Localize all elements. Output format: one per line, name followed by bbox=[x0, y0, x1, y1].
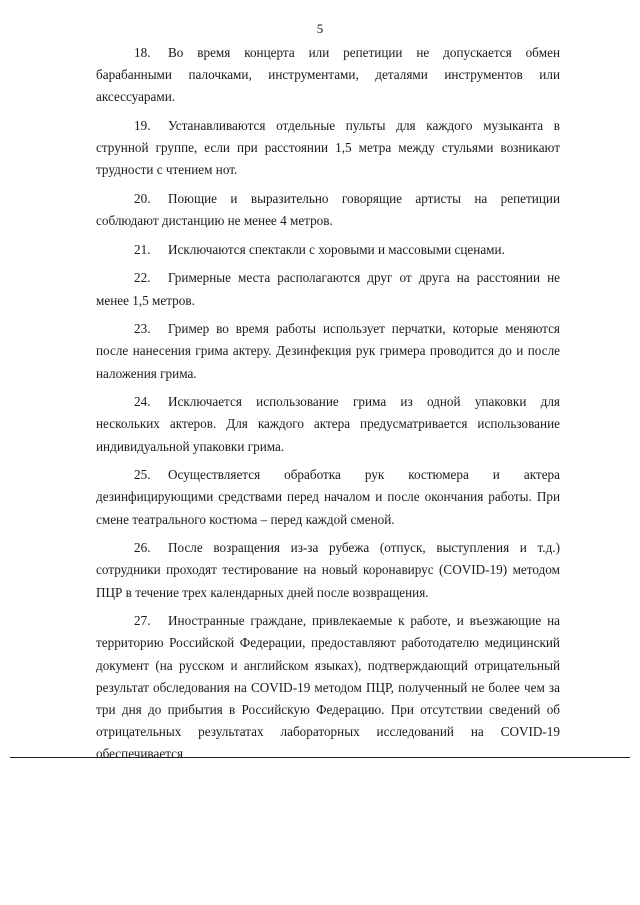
paragraph-number: 20. bbox=[134, 191, 151, 206]
paragraph-number: 27. bbox=[134, 613, 151, 629]
paragraph-21 bbox=[96, 239, 560, 261]
page-number: 5 bbox=[316, 21, 324, 36]
paragraph-text: После возращения из-за рубежа (отпуск, выступления и т.д.) сотрудники проходят тестирование на новый коронавирус (COVID-19) методом ПЦР в течение трех календарных дней после возвращения. bbox=[96, 540, 560, 600]
paragraph-text: Осуществляется обработка рук костюмера и актера дезинфицирующими средствами перед началом и после окончания работы. При смене театрального костюма – перед каждой сменой. bbox=[96, 467, 560, 527]
paragraph-20 bbox=[96, 188, 560, 232]
paragraph-25 bbox=[96, 464, 560, 531]
paragraph-text: Исключаются спектакли с хоровыми и массовыми сценами. bbox=[168, 241, 505, 257]
paragraph-text: Иностранные граждане, привлекаемые к работе, и въезжающие на территорию Российской Федерации, предоставляют работодателю медицинский документ (на русском и английском языках), подтверждающий отрицательный результат обследования на COVID-19 методом ПЦР, полученный не более чем за три дня до прибытия в Российскую Федерацию. При отсутствии сведений об отрицательных результатах лабораторных исследований на COVID-19 обеспечивается bbox=[96, 613, 560, 762]
paragraph-number: 18. bbox=[134, 45, 151, 60]
paragraph-26 bbox=[96, 537, 560, 604]
paragraph-text: Устанавливаются отдельные пульты для каждого музыканта в струнной группе, если при расстоянии 1,5 метра между стульями возникают трудности с чтением нот. bbox=[96, 118, 560, 178]
paragraph-text: Поющие и выразительно говорящие артисты на репетиции соблюдают дистанцию не менее 4 метров. bbox=[96, 191, 560, 229]
paragraph-number: 24. bbox=[134, 394, 151, 410]
paragraph-number: 21. bbox=[134, 241, 151, 257]
footer-divider bbox=[10, 757, 630, 758]
paragraph-text: Во время концерта или репетиции не допускается обмен барабанными палочками, инструментами, деталями инструментов или аксессуарами. bbox=[96, 45, 560, 105]
paragraph-number: 26. bbox=[134, 540, 151, 556]
paragraph-text: Гример во время работы использует перчатки, которые меняются после нанесения грима актеру. Дезинфекция рук гримера проводится до и после наложения грима. bbox=[96, 321, 560, 381]
paragraph-27 bbox=[96, 610, 560, 765]
paragraph-22 bbox=[96, 267, 560, 311]
paragraph-number: 19. bbox=[134, 118, 151, 133]
paragraph-19 bbox=[96, 115, 560, 182]
paragraph-text: Исключается использование грима из одной упаковки для нескольких актеров. Для каждого актера предусматривается использование индивидуальной упаковки грима. bbox=[96, 394, 560, 454]
paragraph-number: 23. bbox=[134, 321, 151, 337]
paragraph-24 bbox=[96, 391, 560, 458]
document-body bbox=[96, 42, 560, 772]
paragraph-23 bbox=[96, 318, 560, 385]
paragraph-18 bbox=[96, 42, 560, 109]
paragraph-number: 25. bbox=[134, 467, 151, 483]
paragraph-text: Гримерные места располагаются друг от друга на расстоянии не менее 1,5 метров. bbox=[96, 270, 560, 308]
paragraph-number: 22. bbox=[134, 270, 151, 286]
